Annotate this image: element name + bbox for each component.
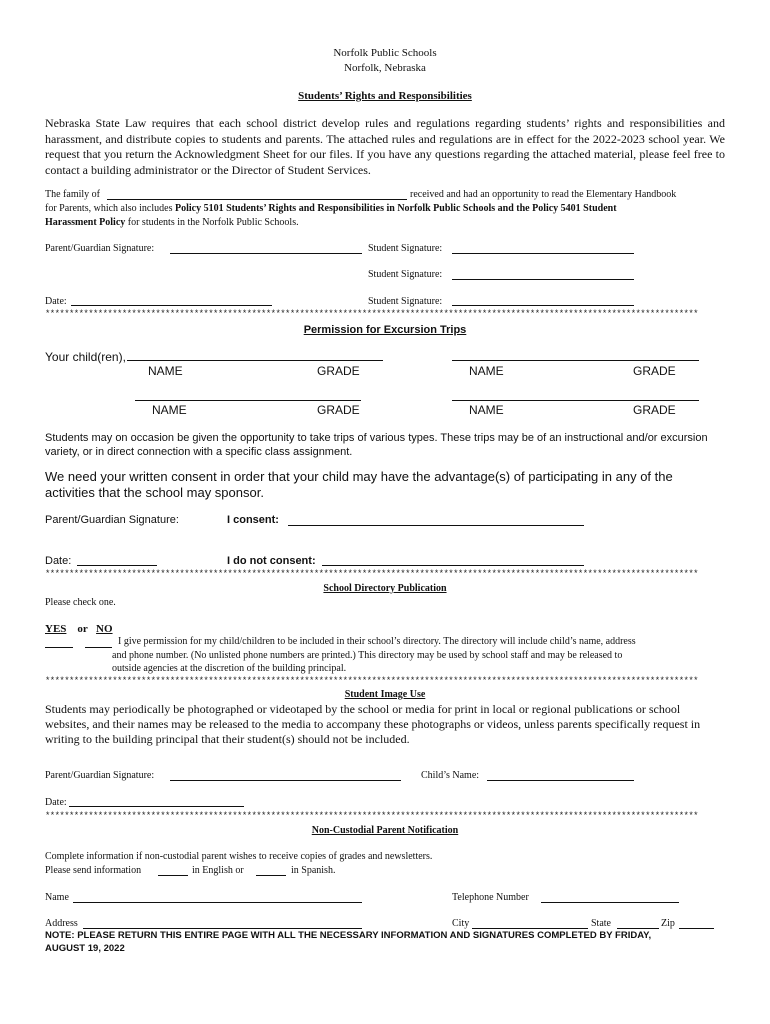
parent-signature-label: Parent/Guardian Signature: xyxy=(45,243,155,254)
directory-text-line1: I give permission for my child/children to be included in their school’s directory. The directory will include child’s name, address xyxy=(118,636,636,647)
page-title: Students’ Rights and Responsibilities xyxy=(298,90,472,102)
consent-signature-field[interactable] xyxy=(288,525,584,526)
image-use-title: Student Image Use xyxy=(344,689,426,700)
student-signature-label-1: Student Signature: xyxy=(368,243,443,254)
family-line2 xyxy=(45,203,617,214)
zip-field[interactable] xyxy=(679,928,714,929)
excursion-date-field[interactable] xyxy=(77,565,157,566)
zip-label: Zip xyxy=(661,918,675,929)
directory-title: School Directory Publication xyxy=(323,583,447,594)
name-label-4: NAME xyxy=(469,403,504,417)
directory-text-line3: outside agencies at the discretion of the building principal. xyxy=(112,663,347,674)
child-2-field[interactable] xyxy=(452,360,699,361)
family-line3-plain: for students in the Norfolk Public Schools. xyxy=(125,217,299,228)
child-1-field[interactable] xyxy=(127,360,383,361)
parent-signature-field[interactable] xyxy=(170,253,362,254)
image-parent-label: Parent/Guardian Signature: xyxy=(45,770,155,781)
separator-2: **************************************************************************************************************************************** xyxy=(45,569,698,579)
yes-no-row xyxy=(45,623,113,635)
note-line1: NOTE: PLEASE RETURN THIS ENTIRE PAGE WITH ALL THE NECESSARY INFORMATION AND SIGNATURES COMPLETED BY FRIDAY, xyxy=(45,930,652,941)
i-consent-label: I consent: xyxy=(227,514,279,526)
city-label: City xyxy=(452,918,470,929)
address-field[interactable] xyxy=(83,928,362,929)
family-lead: The family of xyxy=(45,189,100,200)
family-after: received and had an opportunity to read the Elementary Handbook xyxy=(410,189,677,200)
excursion-consent-text: We need your written consent in order that your child may have the advantage(s) of participating in any of the activities that the school may sponsor. xyxy=(45,469,673,500)
name-label-2: NAME xyxy=(469,364,504,378)
excursion-date-label: Date: xyxy=(45,555,72,567)
family-name-field[interactable] xyxy=(107,199,407,200)
child-3-field[interactable] xyxy=(135,400,361,401)
student-signature-field-3[interactable] xyxy=(452,305,634,306)
name-label-3: NAME xyxy=(152,403,187,417)
address-label: Address xyxy=(45,918,78,929)
separator-3: **************************************************************************************************************************************** xyxy=(45,676,698,686)
phone-field[interactable] xyxy=(541,902,679,903)
no-consent-signature-field[interactable] xyxy=(322,565,584,566)
date-label-1: Date: xyxy=(45,296,67,307)
student-signature-field-2[interactable] xyxy=(452,279,634,280)
name-label: Name xyxy=(45,892,69,903)
intro-paragraph: Nebraska State Law requires that each school district develop rules and regulations regarding students’ rights and responsibilities and harassment, and distribute copies to students and parents. The attached rules and regulations are in effect for the 2022-2023 school year. We request that you return the Acknowledgment Sheet for our files. If you have any questions regarding the attached material, please feel free to contact a building administrator or the Director of Student Services. xyxy=(45,116,725,177)
directory-check-label: Please check one. xyxy=(45,597,116,608)
no-checkbox-line[interactable] xyxy=(85,647,112,648)
name-field[interactable] xyxy=(73,902,362,903)
excursion-parent-label: Parent/Guardian Signature: xyxy=(45,514,179,526)
grade-label-3: GRADE xyxy=(317,403,360,417)
noncustodial-line1: Complete information if non-custodial parent wishes to receive copies of grades and newsletters. xyxy=(45,851,433,862)
family-line2-bold: Policy 5101 Students’ Rights and Responsibilities in Norfolk Public Schools and the Policy 5401 Student xyxy=(174,203,617,214)
student-signature-label-3: Student Signature: xyxy=(368,296,443,307)
noncustodial-title: Non-Custodial Parent Notification xyxy=(311,825,459,836)
state-field[interactable] xyxy=(617,928,659,929)
yes-checkbox-line[interactable] xyxy=(45,647,73,648)
state-label: State xyxy=(591,918,611,929)
excursion-note: Students may on occasion be given the opportunity to take trips of various types. These trips may be of an instructional and/or excursion variety, or in direct connection with a specific class assignment. xyxy=(45,432,708,458)
family-line3 xyxy=(45,217,299,228)
note-line2: AUGUST 19, 2022 xyxy=(45,943,125,954)
student-signature-label-2: Student Signature: xyxy=(368,269,443,280)
image-date-field[interactable] xyxy=(69,806,244,807)
separator-4: **************************************************************************************************************************************** xyxy=(45,811,698,821)
separator-1: **************************************************************************************************************************************** xyxy=(45,309,698,319)
image-use-text: Students may periodically be photographed or videotaped by the school or media for print in local or regional publications or school websites, and their names may be released to the media to accompany these photographs or videos, unless parents specifically request in writing to the building principal that their student(s) should not be included. xyxy=(45,702,701,746)
noncustodial-line2c: in Spanish. xyxy=(291,865,336,876)
yes-label: YES xyxy=(45,623,67,635)
i-do-not-consent-label: I do not consent: xyxy=(227,555,316,567)
family-line2-plain: for Parents, which also includes xyxy=(45,203,175,214)
childs-name-field[interactable] xyxy=(487,780,634,781)
org-city: Norfolk, Nebraska xyxy=(344,62,426,74)
name-label-1: NAME xyxy=(148,364,183,378)
directory-text-line2: and phone number. (No unlisted phone numbers are printed.) This directory may be used by school staff and may be released to xyxy=(112,650,623,661)
childs-name-label: Child’s Name: xyxy=(421,770,480,781)
student-signature-field-1[interactable] xyxy=(452,253,634,254)
family-line3-bold: Harassment Policy xyxy=(45,217,126,228)
image-parent-signature-field[interactable] xyxy=(170,780,401,781)
no-label: NO xyxy=(96,623,113,635)
excursion-title: Permission for Excursion Trips xyxy=(303,324,467,336)
or-label: or xyxy=(77,623,88,635)
grade-label-2: GRADE xyxy=(633,364,676,378)
city-field[interactable] xyxy=(472,928,588,929)
date-field-1[interactable] xyxy=(71,305,272,306)
your-children-label: Your child(ren), xyxy=(45,350,126,364)
child-4-field[interactable] xyxy=(452,400,699,401)
noncustodial-line2b: in English or xyxy=(192,865,244,876)
org-name: Norfolk Public Schools xyxy=(333,47,437,59)
image-date-label: Date: xyxy=(45,797,67,808)
noncustodial-line2a: Please send information xyxy=(45,865,142,876)
phone-label: Telephone Number xyxy=(452,892,529,903)
grade-label-4: GRADE xyxy=(633,403,676,417)
spanish-count-field[interactable] xyxy=(256,875,286,876)
grade-label-1: GRADE xyxy=(317,364,360,378)
english-count-field[interactable] xyxy=(158,875,188,876)
